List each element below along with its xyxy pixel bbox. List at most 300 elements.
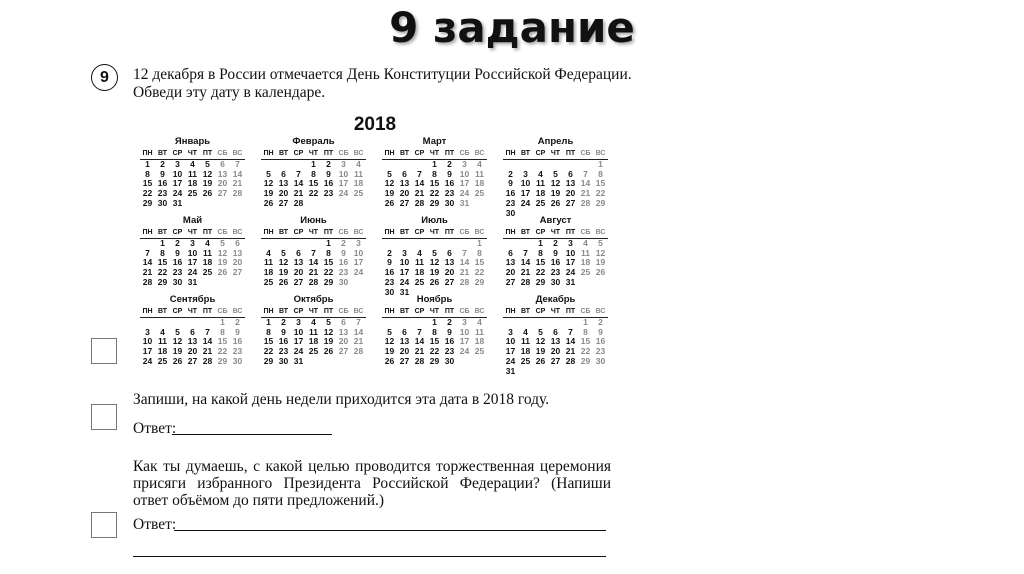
day-cell[interactable]: 15	[580, 336, 591, 347]
day-cell[interactable]: 13	[505, 257, 516, 268]
day-cell[interactable]: 1	[477, 238, 482, 248]
day-cell[interactable]: 12	[217, 247, 228, 258]
day-cell[interactable]: 12	[595, 247, 606, 258]
day-cell[interactable]: 17	[520, 188, 531, 199]
day-cell[interactable]: 7	[417, 168, 422, 179]
day-cell[interactable]: 27	[187, 355, 198, 366]
day-cell[interactable]: 24	[520, 197, 531, 208]
day-cell[interactable]: 23	[444, 346, 455, 357]
day-cell[interactable]: 19	[323, 336, 334, 347]
day-cell[interactable]: 14	[414, 336, 425, 347]
day-cell[interactable]: 16	[278, 336, 289, 347]
day-cell[interactable]: 19	[172, 346, 183, 357]
day-cell[interactable]: 21	[232, 178, 243, 189]
day-cell[interactable]: 18	[353, 178, 364, 189]
score-checkbox-3[interactable]	[91, 512, 117, 538]
day-cell[interactable]: 14	[232, 168, 243, 179]
day-cell[interactable]: 28	[202, 355, 213, 366]
day-cell[interactable]: 19	[202, 178, 213, 189]
day-cell[interactable]: 11	[475, 326, 484, 337]
day-cell[interactable]: 9	[447, 326, 452, 337]
day-cell[interactable]: 15	[595, 178, 606, 189]
day-cell[interactable]: 3	[145, 326, 150, 337]
day-cell[interactable]: 21	[353, 336, 364, 347]
day-cell[interactable]: 29	[429, 355, 440, 366]
day-cell[interactable]: 24	[338, 188, 349, 199]
day-cell[interactable]: 11	[309, 326, 318, 337]
day-cell[interactable]: 3	[508, 326, 513, 337]
day-cell[interactable]: 26	[429, 276, 440, 287]
day-cell[interactable]: 16	[323, 178, 334, 189]
day-cell[interactable]: 5	[205, 159, 210, 169]
day-cell[interactable]: 30	[444, 197, 455, 208]
day-cell[interactable]: 30	[338, 276, 349, 287]
day-cell[interactable]: 25	[202, 267, 213, 278]
day-cell[interactable]: 7	[235, 159, 240, 169]
day-cell[interactable]: 6	[553, 326, 558, 337]
day-cell[interactable]: 10	[505, 336, 516, 347]
day-cell[interactable]: 17	[459, 336, 470, 347]
day-cell[interactable]: 27	[565, 197, 576, 208]
day-cell[interactable]: 27	[444, 276, 455, 287]
day-cell[interactable]: 9	[160, 168, 165, 179]
day-cell[interactable]: 1	[160, 238, 165, 248]
day-cell[interactable]: 4	[356, 159, 361, 169]
day-cell[interactable]: 26	[384, 197, 395, 208]
day-cell[interactable]: 14	[293, 178, 304, 189]
day-cell[interactable]: 13	[550, 336, 561, 347]
day-cell[interactable]: 1	[326, 238, 331, 248]
day-cell[interactable]: 20	[232, 257, 243, 268]
day-cell[interactable]: 6	[402, 326, 407, 337]
day-cell[interactable]: 22	[535, 267, 546, 278]
day-cell[interactable]: 12	[202, 168, 213, 179]
day-cell[interactable]: 5	[175, 326, 180, 337]
day-cell[interactable]: 15	[429, 336, 440, 347]
day-cell[interactable]: 12	[278, 257, 289, 268]
day-cell[interactable]: 26	[278, 276, 289, 287]
day-cell[interactable]: 20	[278, 188, 289, 199]
day-cell[interactable]: 11	[354, 168, 363, 179]
day-cell[interactable]: 23	[323, 188, 334, 199]
day-cell[interactable]: 25	[353, 188, 364, 199]
day-cell[interactable]: 29	[474, 276, 485, 287]
day-cell[interactable]: 8	[326, 247, 331, 258]
day-cell[interactable]: 10	[338, 168, 349, 179]
day-cell[interactable]: 7	[296, 168, 301, 179]
day-cell[interactable]: 17	[187, 257, 198, 268]
day-cell[interactable]: 7	[462, 247, 467, 258]
day-cell[interactable]: 23	[595, 346, 606, 357]
day-cell[interactable]: 3	[462, 159, 467, 169]
day-cell[interactable]: 18	[580, 257, 591, 268]
day-cell[interactable]: 26	[595, 267, 606, 278]
day-cell[interactable]: 19	[217, 257, 228, 268]
day-cell[interactable]: 8	[583, 326, 588, 337]
day-cell[interactable]: 6	[190, 326, 195, 337]
day-cell[interactable]: 9	[447, 168, 452, 179]
day-cell[interactable]: 28	[293, 197, 304, 208]
day-cell[interactable]: 3	[190, 238, 195, 248]
day-cell[interactable]: 18	[520, 346, 531, 357]
day-cell[interactable]: 12	[263, 178, 274, 189]
day-cell[interactable]: 24	[505, 355, 516, 366]
day-cell[interactable]: 23	[338, 267, 349, 278]
day-cell[interactable]: 15	[535, 257, 546, 268]
day-cell[interactable]: 25	[474, 188, 485, 199]
day-cell[interactable]: 7	[583, 168, 588, 179]
day-cell[interactable]: 8	[432, 326, 437, 337]
day-cell[interactable]: 23	[278, 346, 289, 357]
day-cell[interactable]: 10	[293, 326, 304, 337]
day-cell[interactable]: 8	[432, 168, 437, 179]
day-cell[interactable]: 8	[477, 247, 482, 258]
day-cell[interactable]: 23	[505, 197, 516, 208]
day-cell[interactable]: 25	[535, 197, 546, 208]
day-cell[interactable]: 15	[263, 336, 274, 347]
day-cell[interactable]: 21	[414, 188, 425, 199]
day-cell[interactable]: 26	[550, 197, 561, 208]
day-cell[interactable]: 8	[160, 247, 165, 258]
day-cell[interactable]: 21	[202, 346, 213, 357]
day-cell[interactable]: 13	[399, 178, 410, 189]
day-cell[interactable]: 27	[399, 355, 410, 366]
day-cell[interactable]: 27	[550, 355, 561, 366]
day-cell[interactable]: 4	[311, 317, 316, 327]
day-cell[interactable]: 22	[157, 267, 168, 278]
day-cell[interactable]: 5	[326, 317, 331, 327]
day-cell[interactable]: 24	[172, 188, 183, 199]
day-cell[interactable]: 13	[444, 257, 455, 268]
day-cell[interactable]: 12	[323, 326, 334, 337]
day-cell[interactable]: 13	[293, 257, 304, 268]
day-cell[interactable]: 21	[414, 346, 425, 357]
day-cell[interactable]: 1	[145, 159, 150, 169]
day-cell[interactable]: 16	[550, 257, 561, 268]
day-cell[interactable]: 8	[311, 168, 316, 179]
day-cell[interactable]: 11	[581, 247, 590, 258]
day-cell[interactable]: 16	[384, 267, 395, 278]
day-cell[interactable]: 16	[444, 178, 455, 189]
day-cell[interactable]: 6	[220, 159, 225, 169]
day-cell[interactable]: 11	[536, 178, 545, 189]
day-cell[interactable]: 1	[432, 317, 437, 327]
day-cell[interactable]: 9	[598, 326, 603, 337]
day-cell[interactable]: 28	[459, 276, 470, 287]
day-cell[interactable]: 28	[565, 355, 576, 366]
day-cell[interactable]: 13	[232, 247, 243, 258]
day-cell[interactable]: 1	[598, 159, 603, 169]
day-cell[interactable]: 24	[187, 267, 198, 278]
day-cell[interactable]: 11	[188, 168, 197, 179]
day-cell[interactable]: 21	[520, 267, 531, 278]
day-cell[interactable]: 16	[157, 178, 168, 189]
day-cell[interactable]: 5	[266, 168, 271, 179]
day-cell[interactable]: 3	[402, 247, 407, 258]
day-cell[interactable]: 13	[399, 336, 410, 347]
day-cell[interactable]: 7	[205, 326, 210, 337]
day-cell[interactable]: 8	[145, 168, 150, 179]
day-cell[interactable]: 7	[417, 326, 422, 337]
day-cell[interactable]: 10	[520, 178, 531, 189]
day-cell[interactable]: 2	[447, 317, 452, 327]
day-cell[interactable]: 27	[293, 276, 304, 287]
day-cell[interactable]: 4	[205, 238, 210, 248]
day-cell[interactable]: 18	[263, 267, 274, 278]
day-cell[interactable]: 7	[311, 247, 316, 258]
day-cell[interactable]: 29	[323, 276, 334, 287]
day-cell[interactable]: 2	[341, 238, 346, 248]
day-cell[interactable]: 19	[550, 188, 561, 199]
day-cell[interactable]: 18	[535, 188, 546, 199]
day-cell[interactable]: 26	[384, 355, 395, 366]
day-cell[interactable]: 17	[399, 267, 410, 278]
day-cell[interactable]: 12	[384, 178, 395, 189]
day-cell[interactable]: 25	[157, 355, 168, 366]
day-cell[interactable]: 2	[508, 168, 513, 179]
day-cell[interactable]: 13	[338, 326, 349, 337]
day-cell[interactable]: 29	[429, 197, 440, 208]
day-cell[interactable]: 28	[142, 276, 153, 287]
day-cell[interactable]: 23	[384, 276, 395, 287]
day-cell[interactable]: 4	[477, 317, 482, 327]
day-cell[interactable]: 31	[505, 365, 516, 376]
day-cell[interactable]: 19	[263, 188, 274, 199]
day-cell[interactable]: 18	[308, 336, 319, 347]
day-cell[interactable]: 24	[293, 346, 304, 357]
day-cell[interactable]: 30	[595, 355, 606, 366]
day-cell[interactable]: 22	[429, 188, 440, 199]
day-cell[interactable]: 3	[296, 317, 301, 327]
day-cell[interactable]: 3	[341, 159, 346, 169]
day-cell[interactable]: 5	[387, 168, 392, 179]
day-cell[interactable]: 13	[187, 336, 198, 347]
day-cell[interactable]: 25	[580, 267, 591, 278]
day-cell[interactable]: 12	[550, 178, 561, 189]
day-cell[interactable]: 23	[550, 267, 561, 278]
day-cell[interactable]: 22	[142, 188, 153, 199]
day-cell[interactable]: 22	[580, 346, 591, 357]
day-cell[interactable]: 18	[157, 346, 168, 357]
day-cell[interactable]: 16	[338, 257, 349, 268]
day-cell[interactable]: 19	[384, 346, 395, 357]
day-cell[interactable]: 3	[175, 159, 180, 169]
day-cell[interactable]: 15	[308, 178, 319, 189]
day-cell[interactable]: 9	[553, 247, 558, 258]
day-cell[interactable]: 10	[459, 326, 470, 337]
day-cell[interactable]: 13	[278, 178, 289, 189]
day-cell[interactable]: 20	[399, 346, 410, 357]
day-cell[interactable]: 7	[523, 247, 528, 258]
day-cell[interactable]: 22	[263, 346, 274, 357]
day-cell[interactable]: 17	[565, 257, 576, 268]
day-cell[interactable]: 19	[535, 346, 546, 357]
day-cell[interactable]: 29	[535, 276, 546, 287]
day-cell[interactable]: 24	[142, 355, 153, 366]
day-cell[interactable]: 18	[474, 336, 485, 347]
day-cell[interactable]: 21	[293, 188, 304, 199]
day-cell[interactable]: 4	[417, 247, 422, 258]
day-cell[interactable]: 23	[172, 267, 183, 278]
day-cell[interactable]: 15	[157, 257, 168, 268]
day-cell[interactable]: 10	[142, 336, 153, 347]
day-cell[interactable]: 27	[505, 276, 516, 287]
day-cell[interactable]: 18	[414, 267, 425, 278]
day-cell[interactable]: 29	[142, 197, 153, 208]
day-cell[interactable]: 20	[399, 188, 410, 199]
day-cell[interactable]: 5	[387, 326, 392, 337]
day-cell[interactable]: 29	[580, 355, 591, 366]
day-cell[interactable]: 16	[232, 336, 243, 347]
day-cell[interactable]: 7	[145, 247, 150, 258]
day-cell[interactable]: 30	[384, 286, 395, 297]
day-cell[interactable]: 30	[172, 276, 183, 287]
day-cell[interactable]: 30	[505, 207, 516, 218]
day-cell[interactable]: 6	[402, 168, 407, 179]
day-cell[interactable]: 26	[263, 197, 274, 208]
day-cell[interactable]: 20	[550, 346, 561, 357]
day-cell[interactable]: 29	[217, 355, 228, 366]
day-cell[interactable]: 21	[459, 267, 470, 278]
day-cell[interactable]: 10	[399, 257, 410, 268]
day-cell[interactable]: 6	[296, 247, 301, 258]
day-cell[interactable]: 25	[520, 355, 531, 366]
day-cell[interactable]: 27	[232, 267, 243, 278]
day-cell[interactable]: 15	[429, 178, 440, 189]
day-cell[interactable]: 25	[474, 346, 485, 357]
day-cell[interactable]: 14	[202, 336, 213, 347]
day-cell[interactable]: 9	[235, 326, 240, 337]
day-cell[interactable]: 20	[217, 178, 228, 189]
day-cell[interactable]: 8	[598, 168, 603, 179]
day-cell[interactable]: 31	[293, 355, 304, 366]
day-cell[interactable]: 6	[508, 247, 513, 258]
day-cell[interactable]: 4	[523, 326, 528, 337]
day-cell[interactable]: 11	[264, 257, 273, 268]
day-cell[interactable]: 2	[387, 247, 392, 258]
day-cell[interactable]: 14	[459, 257, 470, 268]
day-cell[interactable]: 6	[341, 317, 346, 327]
day-cell[interactable]: 5	[281, 247, 286, 258]
day-cell[interactable]: 5	[598, 238, 603, 248]
day-cell[interactable]: 25	[414, 276, 425, 287]
day-cell[interactable]: 2	[553, 238, 558, 248]
day-cell[interactable]: 31	[172, 197, 183, 208]
day-cell[interactable]: 9	[326, 168, 331, 179]
day-cell[interactable]: 4	[160, 326, 165, 337]
day-cell[interactable]: 10	[565, 247, 576, 258]
day-cell[interactable]: 8	[538, 247, 543, 258]
day-cell[interactable]: 20	[338, 336, 349, 347]
day-cell[interactable]: 24	[459, 188, 470, 199]
day-cell[interactable]: 28	[520, 276, 531, 287]
day-cell[interactable]: 12	[172, 336, 183, 347]
day-cell[interactable]: 3	[568, 238, 573, 248]
day-cell[interactable]: 12	[535, 336, 546, 347]
day-cell[interactable]: 16	[444, 336, 455, 347]
day-cell[interactable]: 25	[308, 346, 319, 357]
day-cell[interactable]: 18	[187, 178, 198, 189]
day-cell[interactable]: 19	[429, 267, 440, 278]
day-cell[interactable]: 14	[565, 336, 576, 347]
day-cell[interactable]: 19	[595, 257, 606, 268]
day-cell[interactable]: 15	[142, 178, 153, 189]
day-cell[interactable]: 30	[157, 197, 168, 208]
day-cell[interactable]: 17	[353, 257, 364, 268]
day-cell[interactable]: 1	[583, 317, 588, 327]
day-cell[interactable]: 18	[474, 178, 485, 189]
day-cell[interactable]: 9	[281, 326, 286, 337]
day-cell[interactable]: 11	[158, 336, 167, 347]
day-cell[interactable]: 31	[565, 276, 576, 287]
day-cell[interactable]: 17	[459, 178, 470, 189]
day-cell[interactable]: 6	[568, 168, 573, 179]
day-cell[interactable]: 1	[266, 317, 271, 327]
day-cell[interactable]: 24	[459, 346, 470, 357]
day-cell[interactable]: 20	[505, 267, 516, 278]
day-cell[interactable]: 23	[232, 346, 243, 357]
day-cell[interactable]: 15	[217, 336, 228, 347]
day-cell[interactable]: 2	[175, 238, 180, 248]
day-cell[interactable]: 28	[232, 188, 243, 199]
day-cell[interactable]: 29	[595, 197, 606, 208]
day-cell[interactable]: 8	[266, 326, 271, 337]
day-cell[interactable]: 2	[281, 317, 286, 327]
day-cell[interactable]: 27	[399, 197, 410, 208]
day-cell[interactable]: 30	[550, 276, 561, 287]
day-cell[interactable]: 13	[565, 178, 576, 189]
day-cell[interactable]: 23	[157, 188, 168, 199]
day-cell[interactable]: 22	[429, 346, 440, 357]
day-cell[interactable]: 21	[565, 346, 576, 357]
day-cell[interactable]: 17	[293, 336, 304, 347]
day-cell[interactable]: 17	[505, 346, 516, 357]
day-cell[interactable]: 22	[323, 267, 334, 278]
day-cell[interactable]: 21	[142, 267, 153, 278]
day-cell[interactable]: 2	[598, 317, 603, 327]
day-cell[interactable]: 26	[172, 355, 183, 366]
day-cell[interactable]: 31	[459, 197, 470, 208]
day-cell[interactable]: 17	[338, 178, 349, 189]
day-cell[interactable]: 5	[432, 247, 437, 258]
day-cell[interactable]: 12	[429, 257, 440, 268]
day-cell[interactable]: 14	[308, 257, 319, 268]
part3-answer-line-1[interactable]	[174, 530, 606, 531]
day-cell[interactable]: 28	[353, 346, 364, 357]
day-cell[interactable]: 1	[538, 238, 543, 248]
day-cell[interactable]: 28	[580, 197, 591, 208]
score-checkbox-2[interactable]	[91, 404, 117, 430]
day-cell[interactable]: 20	[187, 346, 198, 357]
day-cell[interactable]: 19	[384, 188, 395, 199]
part2-answer-line[interactable]	[172, 434, 332, 435]
day-cell[interactable]: 6	[235, 238, 240, 248]
part3-answer-line-2[interactable]	[133, 556, 606, 557]
day-cell[interactable]: 28	[308, 276, 319, 287]
day-cell[interactable]: 9	[175, 247, 180, 258]
day-cell[interactable]: 5	[553, 168, 558, 179]
day-cell[interactable]: 16	[172, 257, 183, 268]
day-cell[interactable]: 20	[444, 267, 455, 278]
day-cell[interactable]: 30	[278, 355, 289, 366]
day-cell[interactable]: 5	[220, 238, 225, 248]
day-cell[interactable]: 11	[203, 247, 212, 258]
day-cell[interactable]: 10	[172, 168, 183, 179]
day-cell[interactable]: 11	[415, 257, 424, 268]
day-cell[interactable]: 17	[172, 178, 183, 189]
day-cell[interactable]: 1	[220, 317, 225, 327]
day-cell[interactable]: 21	[308, 267, 319, 278]
